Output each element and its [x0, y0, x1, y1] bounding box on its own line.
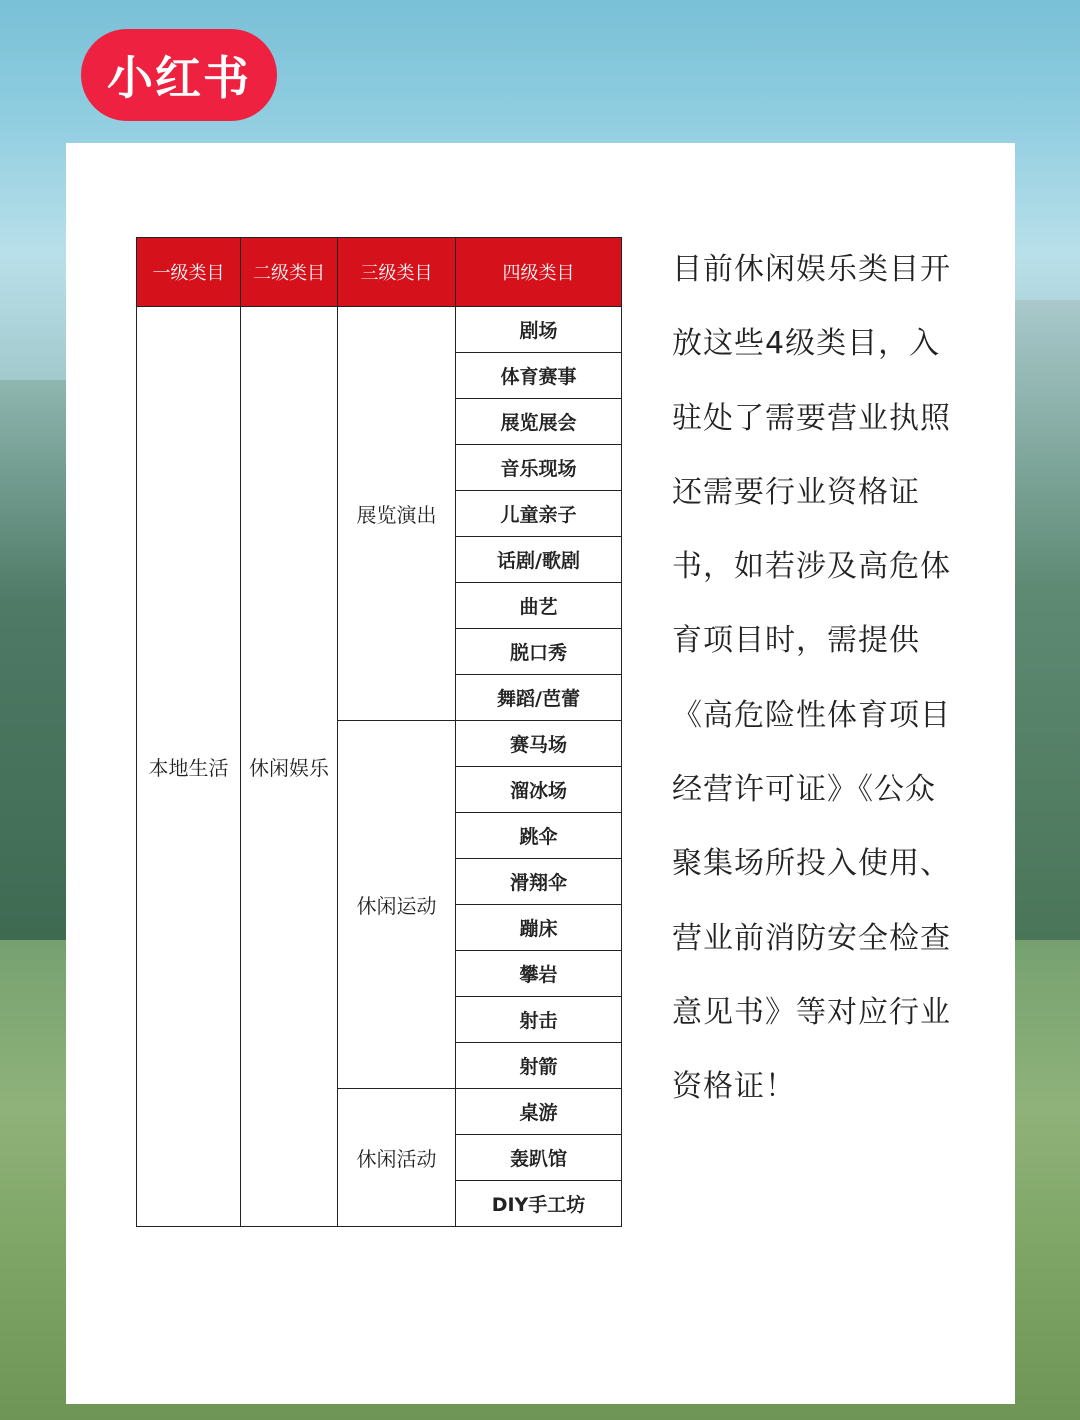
cell-item: 舞蹈/芭蕾	[456, 675, 622, 721]
cell-group-leisure-sports: 休闲运动	[338, 721, 456, 1089]
header-level1: 一级类目	[137, 238, 241, 307]
cell-item: 脱口秀	[456, 629, 622, 675]
header-level2: 二级类目	[241, 238, 338, 307]
cell-item: 儿童亲子	[456, 491, 622, 537]
cell-item: 攀岩	[456, 951, 622, 997]
category-table	[136, 237, 622, 1227]
background-mountain-right	[1010, 300, 1080, 940]
table-row	[137, 307, 622, 353]
cell-level2: 休闲娱乐	[241, 307, 338, 1227]
cell-item: 话剧/歌剧	[456, 537, 622, 583]
cell-level1: 本地生活	[137, 307, 241, 1227]
cell-item: 展览展会	[456, 399, 622, 445]
cell-item: 射击	[456, 997, 622, 1043]
cell-item: 轰趴馆	[456, 1135, 622, 1181]
cell-item: 滑翔伞	[456, 859, 622, 905]
cell-item: 剧场	[456, 307, 622, 353]
cell-item: DIY手工坊	[456, 1181, 622, 1227]
header-level3: 三级类目	[338, 238, 456, 307]
content-card	[66, 143, 1015, 1404]
background-mountain-left	[0, 380, 70, 940]
cell-item: 音乐现场	[456, 445, 622, 491]
cell-item: 曲艺	[456, 583, 622, 629]
cell-item: 溜冰场	[456, 767, 622, 813]
cell-item: 赛马场	[456, 721, 622, 767]
cell-group-leisure-activities: 休闲活动	[338, 1089, 456, 1227]
cell-item: 体育赛事	[456, 353, 622, 399]
cell-item: 蹦床	[456, 905, 622, 951]
cell-item: 桌游	[456, 1089, 622, 1135]
cell-item: 射箭	[456, 1043, 622, 1089]
table-header-row	[137, 238, 622, 307]
cell-group-exhibition: 展览演出	[338, 307, 456, 721]
header-level4: 四级类目	[456, 238, 622, 307]
description-text: 目前休闲娱乐类目开放这些4级类目，入驻处了需要营业执照还需要行业资格证书，如若涉及高危体育项目时，需提供《高危险性体育项目经营许可证》《公众聚集场所投入使用、营业前消防安全检查意见书》等对应行业资格证！	[672, 252, 951, 1105]
cell-item: 跳伞	[456, 813, 622, 859]
xiaohongshu-logo: 小红书	[81, 29, 277, 121]
